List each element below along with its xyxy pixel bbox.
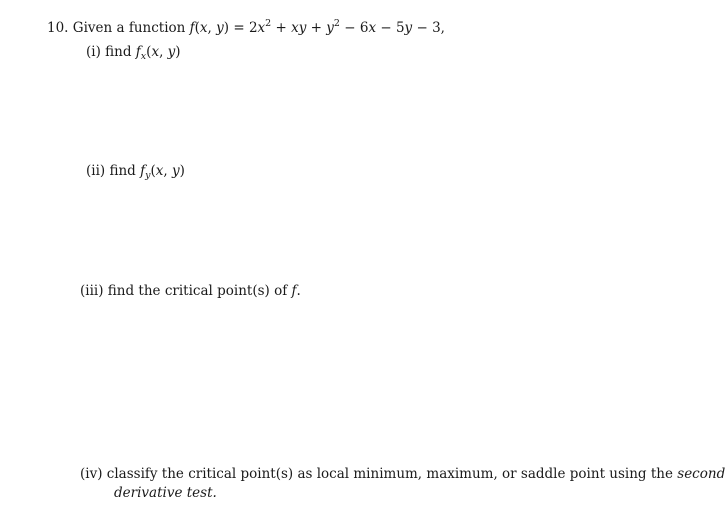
part-iv-continuation xyxy=(114,485,217,501)
problem-intro: Given a function xyxy=(72,20,186,36)
partial-y-expression: $f_y(x$, y) xyxy=(140,163,185,181)
part-i xyxy=(86,44,181,65)
problem-number: 10. xyxy=(47,20,69,36)
problem-statement xyxy=(47,16,445,36)
part-label: (iv) xyxy=(80,466,103,482)
partial-x-expression: $f_x(x$, y) xyxy=(135,44,181,62)
part-label: (i) xyxy=(86,44,101,60)
part-label: (iii) xyxy=(80,283,104,299)
function-definition: f(x, $y) = 2x^2$ + xy + $y^2 - 6x - 5y - 3$, xyxy=(189,18,445,36)
function-symbol: f. xyxy=(291,283,301,299)
part-text: find the critical point(s) of xyxy=(107,283,288,299)
part-iii xyxy=(80,283,301,299)
part-label: (ii) xyxy=(86,163,106,179)
part-ii xyxy=(86,163,185,184)
part-text: classify the critical point(s) as local minimum, maximum, or saddle point using the xyxy=(106,466,673,482)
emphasis-first: second xyxy=(677,466,725,482)
part-iv xyxy=(80,466,725,482)
part-text: find xyxy=(109,163,136,179)
emphasis-second: derivative test. xyxy=(114,485,217,501)
part-text: find xyxy=(105,44,132,60)
